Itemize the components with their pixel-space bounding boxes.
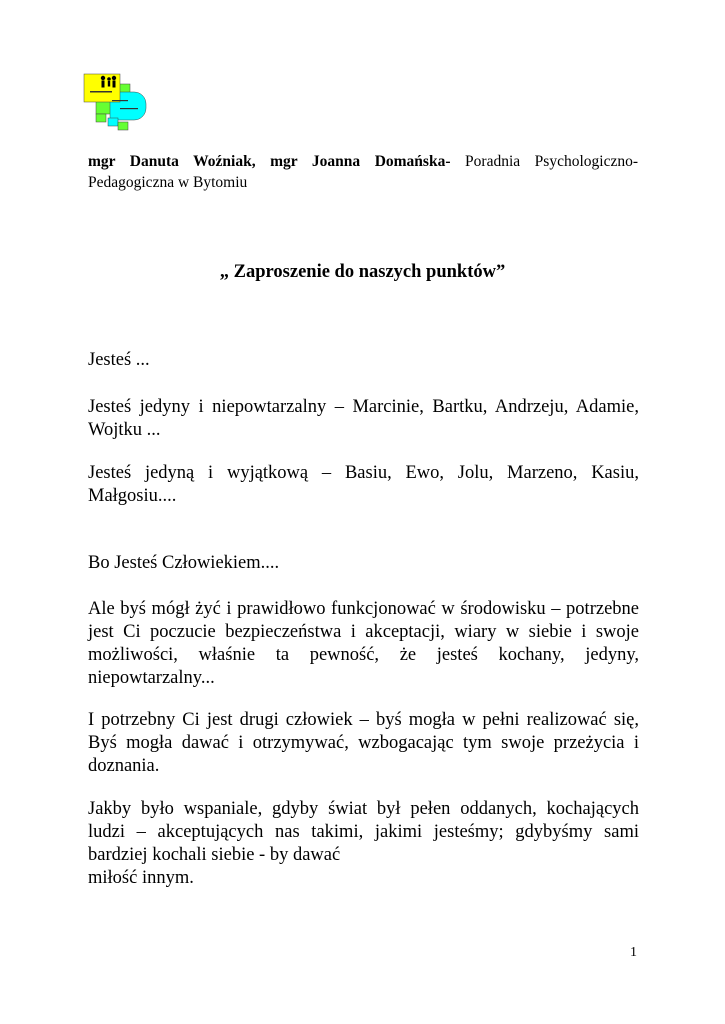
- paragraph-text: Jesteś jedyny i niepowtarzalny – Marcinie, Bartku, Andrzeju, Adamie, Wojtku ...: [88, 397, 639, 440]
- paragraph: [88, 349, 639, 372]
- institution: Poradnia Psychologiczno-Pedagogiczna w Bytomiu: [88, 153, 638, 191]
- author-line: [88, 151, 638, 193]
- poradnia-logo-graphic: [82, 72, 148, 134]
- poradnia-logo: [82, 72, 148, 134]
- document-title: „ Zaproszenie do naszych punktów”: [219, 262, 506, 282]
- authors: mgr Danuta Woźniak, mgr Joanna Domańska-: [88, 153, 451, 170]
- paragraph: [88, 396, 639, 442]
- paragraph-text: Jesteś ...: [88, 350, 150, 370]
- paragraph: [88, 709, 639, 778]
- paragraph-text: Jesteś jedyną i wyjątkową – Basiu, Ewo, Jolu, Marzeno, Kasiu, Małgosiu....: [88, 463, 639, 506]
- paragraph: [88, 798, 639, 890]
- paragraph-text: Ale byś mógł żyć i prawidłowo funkcjonować w środowisku – potrzebne jest Ci poczucie bezpieczeństwa i akceptacji, wiary w siebie i swoje możliwości, właśnie ta pewność, że jesteś kochany, jedyny, niepowtarzalny...: [88, 599, 639, 688]
- paragraph-text: I potrzebny Ci jest drugi człowiek – byś mogła w pełni realizować się, Byś mogła dawać i otrzymywać, wzbogacając tym swoje przeżycia i doznania.: [88, 710, 639, 776]
- paragraph: [88, 462, 639, 508]
- page-number: 1: [630, 945, 637, 960]
- paragraph-text: Bo Jesteś Człowiekiem....: [88, 553, 280, 573]
- paragraph-text: Jakby było wspaniale, gdyby świat był pełen oddanych, kochających ludzi – akceptujących nas takimi, jakimi jesteśmy; gdybyśmy sami bardziej kochali siebie - by dawać: [88, 799, 639, 865]
- paragraph-text-end: miłość innym.: [88, 868, 194, 888]
- paragraph: [88, 552, 639, 575]
- paragraph: [88, 598, 639, 690]
